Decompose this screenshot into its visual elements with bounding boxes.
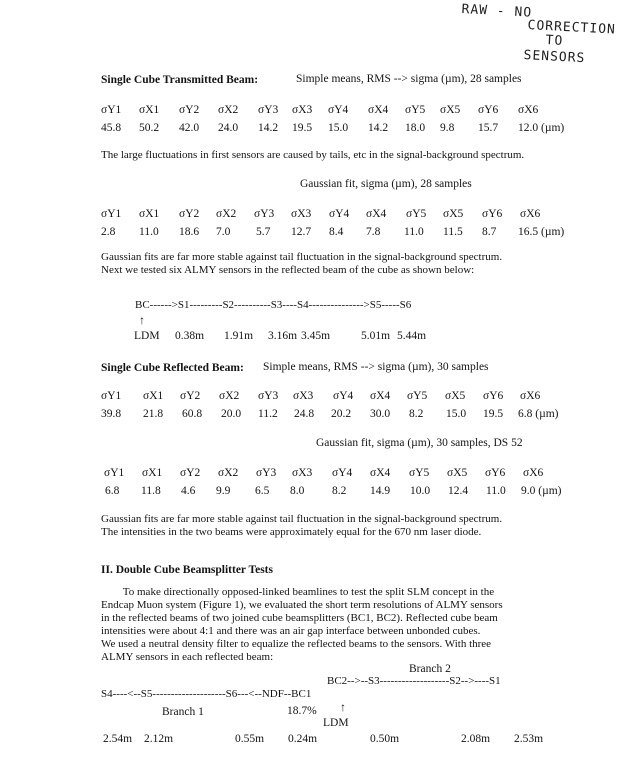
diagram1-arrow-up-icon: ↑ <box>139 313 145 327</box>
s1-gauss-header-cell: σX4 <box>366 208 387 220</box>
diagram2-distance: 0.55m <box>235 733 265 745</box>
s1-header-cell: σY3 <box>258 104 279 116</box>
s1-gauss-header-cell: σY1 <box>101 208 122 220</box>
s2-value-cell: 24.8 <box>294 408 315 420</box>
s2-gauss-header-cell: σX2 <box>218 467 239 479</box>
s2-gauss-header-cell: σY1 <box>104 467 125 479</box>
s1-value-cell: 15.7 <box>478 122 499 134</box>
s1-gauss-header-cell: σX5 <box>443 208 464 220</box>
diagram1-beamline: BC------>S1---------S2----------S3----S4--------------->S5-----S6 <box>135 299 412 311</box>
s1-gauss-header-cell: σY4 <box>329 208 350 220</box>
s1-gauss-value-cell: 16.5 (µm) <box>518 226 565 238</box>
s1-gauss-value-cell: 8.7 <box>482 226 497 238</box>
s2-header-cell: σY5 <box>407 390 428 402</box>
handwritten-note-line-1: RAW - NO <box>461 2 533 21</box>
diagram2-distance: 0.50m <box>370 733 400 745</box>
s2-header-cell: σX3 <box>293 390 314 402</box>
section2-subtitle: Simple means, RMS --> sigma (µm), 30 samples <box>263 361 489 373</box>
s2-gauss-value-cell: 14.9 <box>370 485 391 497</box>
s1-gauss-value-cell: 11.0 <box>404 226 424 238</box>
s1-header-cell: σY5 <box>405 104 426 116</box>
diagram1-ldm-label: LDM <box>134 330 160 342</box>
s1-value-cell: 9.8 <box>440 122 455 134</box>
diagram2-distance: 2.53m <box>514 733 544 745</box>
s2-header-cell: σX6 <box>520 390 541 402</box>
diagram2-percent-label: 18.7% <box>287 705 317 717</box>
section1-subtitle: Simple means, RMS --> sigma (µm), 28 samples <box>296 73 522 85</box>
diagram2-distance: 2.12m <box>144 733 174 745</box>
diagram1-distance: 5.44m <box>397 330 427 342</box>
s2-gauss-value-cell: 4.6 <box>181 485 196 497</box>
diagram2-arrow-up-icon: ↑ <box>340 700 346 714</box>
s2-header-cell: σY3 <box>258 390 279 402</box>
s1-header-cell: σX3 <box>292 104 313 116</box>
s2-gauss-value-cell: 9.0 (µm) <box>521 485 562 497</box>
s2-value-cell: 30.0 <box>370 408 391 420</box>
s1-value-cell: 45.8 <box>101 122 122 134</box>
s1-header-cell: σX6 <box>518 104 539 116</box>
s1-header-cell: σX2 <box>218 104 239 116</box>
s1-value-cell: 14.2 <box>368 122 389 134</box>
s3-para-line: Endcap Muon system (Figure 1), we evaluated the short term resolutions of ALMY sensors <box>101 599 503 611</box>
handwritten-note-line-2: CORRECTION <box>527 18 617 38</box>
s1-gauss-value-cell: 11.5 <box>443 226 463 238</box>
s1-value-cell: 14.2 <box>258 122 279 134</box>
s2-header-cell: σX1 <box>143 390 164 402</box>
s1-gauss-value-cell: 18.6 <box>179 226 200 238</box>
s2-gauss-value-cell: 11.0 <box>486 485 506 497</box>
s1-value-cell: 50.2 <box>139 122 160 134</box>
section1-title: Single Cube Transmitted Beam: <box>101 74 259 86</box>
s1-gauss-header-cell: σY3 <box>254 208 275 220</box>
s1-gauss-header-cell: σY5 <box>406 208 427 220</box>
diagram2-ldm-label: LDM <box>323 717 349 729</box>
s2-note-1: Gaussian fits are far more stable against tail fluctuation in the signal-background spectrum. <box>101 513 503 525</box>
s1-gauss-value-cell: 2.8 <box>101 226 116 238</box>
s1-header-cell: σY6 <box>478 104 499 116</box>
s1-value-cell: 19.5 <box>292 122 313 134</box>
s1-gauss-value-cell: 8.4 <box>329 226 344 238</box>
s1-header-cell: σY2 <box>179 104 200 116</box>
s3-para-line: To make directionally opposed-linked beamlines to test the split SLM concept in the <box>101 586 495 598</box>
s2-gauss-header-cell: σY4 <box>332 467 353 479</box>
s1-gauss-value-cell: 7.8 <box>366 226 381 238</box>
s1-header-cell: σX4 <box>368 104 389 116</box>
diagram2-upper-beamline: BC2-->--S3-------------------S2-->----S1 <box>327 675 501 687</box>
diagram2-lower-beamline: S4----<--S5--------------------S6---<--NDF--BC1 <box>101 688 312 700</box>
s2-gauss-title: Gaussian fit, sigma (µm), 30 samples, DS 52 <box>316 437 523 449</box>
handwritten-note-line-3: TO <box>545 33 564 49</box>
s2-value-cell: 15.0 <box>446 408 467 420</box>
s1-value-cell: 24.0 <box>218 122 239 134</box>
s2-header-cell: σY4 <box>333 390 354 402</box>
s2-gauss-value-cell: 11.8 <box>141 485 161 497</box>
s1-gauss-value-cell: 12.7 <box>291 226 312 238</box>
s2-value-cell: 6.8 (µm) <box>518 408 559 420</box>
s2-gauss-header-cell: σX4 <box>370 467 391 479</box>
s1-value-cell: 15.0 <box>328 122 349 134</box>
s3-para-line: in the reflected beams of two joined cube beamsplitters (BC1, BC2). Reflected cube beam <box>101 612 498 624</box>
section2-title: Single Cube Reflected Beam: <box>101 362 244 374</box>
s3-para-line: intensities were about 4:1 and there was an air gap interface between unbonded cubes. <box>101 625 481 637</box>
section3-title: II. Double Cube Beamsplitter Tests <box>101 564 273 576</box>
s2-value-cell: 60.8 <box>182 408 203 420</box>
s1-header-cell: σY4 <box>328 104 349 116</box>
s3-para-line: ALMY sensors in each reflected beam: <box>101 651 274 663</box>
s1-value-cell: 18.0 <box>405 122 426 134</box>
s2-gauss-value-cell: 6.5 <box>255 485 270 497</box>
s1-value-cell: 12.0 (µm) <box>518 122 565 134</box>
s2-gauss-header-cell: σX1 <box>142 467 163 479</box>
s1-note: The large fluctuations in first sensors are caused by tails, etc in the signal-background spectrum. <box>101 149 525 161</box>
s2-value-cell: 20.0 <box>221 408 242 420</box>
s2-gauss-value-cell: 9.9 <box>216 485 231 497</box>
s1-gauss-header-cell: σX3 <box>291 208 312 220</box>
s2-value-cell: 19.5 <box>483 408 504 420</box>
diagram2-distance: 2.54m <box>103 733 133 745</box>
s1-gauss-value-cell: 5.7 <box>256 226 271 238</box>
s2-value-cell: 21.8 <box>143 408 164 420</box>
diagram2-branch2-label: Branch 2 <box>409 663 451 675</box>
s2-gauss-value-cell: 8.0 <box>290 485 305 497</box>
s2-note-2: The intensities in the two beams were approximately equal for the 670 nm laser diode. <box>101 526 482 538</box>
diagram1-distance: 1.91m <box>224 330 254 342</box>
s1-gauss-title: Gaussian fit, sigma (µm), 28 samples <box>300 178 472 190</box>
s1-gauss-note-1: Gaussian fits are far more stable against tail fluctuation in the signal-background spectrum. <box>101 251 503 263</box>
s2-header-cell: σX2 <box>219 390 240 402</box>
s2-gauss-header-cell: σX3 <box>292 467 313 479</box>
s2-header-cell: σY6 <box>483 390 504 402</box>
s1-header-cell: σX5 <box>440 104 461 116</box>
s2-gauss-value-cell: 8.2 <box>332 485 347 497</box>
s2-gauss-value-cell: 10.0 <box>410 485 431 497</box>
handwritten-note-line-4: SENSORS <box>523 48 586 67</box>
s1-gauss-value-cell: 11.0 <box>139 226 159 238</box>
diagram1-distance: 3.45m <box>301 330 331 342</box>
s2-gauss-value-cell: 6.8 <box>105 485 120 497</box>
s1-gauss-header-cell: σY6 <box>482 208 503 220</box>
s2-value-cell: 8.2 <box>409 408 424 420</box>
s1-gauss-note-2: Next we tested six ALMY sensors in the reflected beam of the cube as shown below: <box>101 264 475 276</box>
s2-gauss-header-cell: σY6 <box>485 467 506 479</box>
diagram1-distance: 3.16m <box>268 330 298 342</box>
s2-gauss-header-cell: σY5 <box>409 467 430 479</box>
s2-value-cell: 39.8 <box>101 408 122 420</box>
s2-header-cell: σY2 <box>180 390 201 402</box>
s1-value-cell: 42.0 <box>179 122 200 134</box>
s1-header-cell: σY1 <box>101 104 122 116</box>
s2-header-cell: σX5 <box>445 390 466 402</box>
s2-value-cell: 20.2 <box>331 408 352 420</box>
diagram1-distance: 0.38m <box>175 330 205 342</box>
s1-gauss-header-cell: σY2 <box>179 208 200 220</box>
s2-header-cell: σX4 <box>370 390 391 402</box>
s2-value-cell: 11.2 <box>258 408 278 420</box>
s2-gauss-header-cell: σY3 <box>256 467 277 479</box>
s1-header-cell: σX1 <box>139 104 160 116</box>
diagram2-branch1-label: Branch 1 <box>162 706 204 718</box>
s2-header-cell: σY1 <box>101 390 122 402</box>
s1-gauss-header-cell: σX6 <box>520 208 541 220</box>
s2-gauss-header-cell: σX5 <box>447 467 468 479</box>
diagram2-distance: 2.08m <box>461 733 491 745</box>
s1-gauss-header-cell: σX2 <box>216 208 237 220</box>
diagram2-distance: 0.24m <box>288 733 318 745</box>
s2-gauss-header-cell: σY2 <box>180 467 201 479</box>
diagram1-distance: 5.01m <box>361 330 391 342</box>
s2-gauss-header-cell: σX6 <box>523 467 544 479</box>
s3-para-line: We used a neutral density filter to equalize the reflected beams to the sensors. With three <box>101 638 492 650</box>
s1-gauss-value-cell: 7.0 <box>216 226 231 238</box>
s2-gauss-value-cell: 12.4 <box>448 485 469 497</box>
s1-gauss-header-cell: σX1 <box>139 208 160 220</box>
